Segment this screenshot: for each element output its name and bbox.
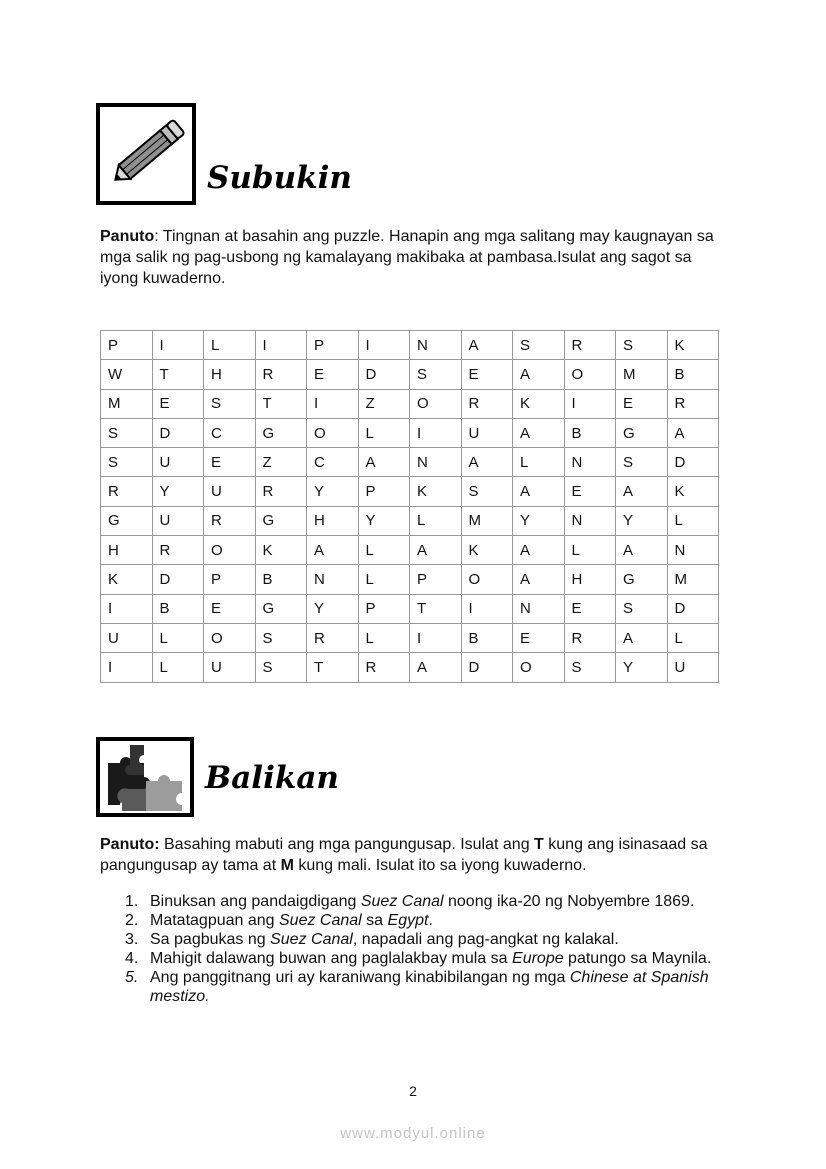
list-item-text: Suez Canal xyxy=(279,912,362,929)
puzzle-cell: S xyxy=(616,331,668,360)
puzzle-cell: L xyxy=(152,623,204,652)
puzzle-cell: E xyxy=(616,389,668,418)
puzzle-cell: K xyxy=(255,536,307,565)
puzzle-row xyxy=(101,418,719,447)
list-item-text: Suez Canal xyxy=(270,931,353,948)
puzzle-cell: L xyxy=(152,653,204,682)
puzzle-row xyxy=(101,331,719,360)
puzzle-cell: L xyxy=(410,506,462,535)
puzzle-cell: O xyxy=(307,418,359,447)
puzzle-cell: D xyxy=(667,448,719,477)
puzzle-cell: Y xyxy=(307,594,359,623)
puzzle-cell: H xyxy=(204,360,256,389)
puzzle-cell: L xyxy=(513,448,565,477)
puzzle-cell: R xyxy=(461,389,513,418)
puzzle-cell: R xyxy=(152,536,204,565)
puzzle-cell: U xyxy=(667,653,719,682)
list-item-text: Mahigit dalawang buwan ang paglalakbay mula sa xyxy=(150,950,513,967)
puzzle-cell: I xyxy=(101,594,153,623)
puzzle-cell: N xyxy=(564,448,616,477)
puzzle-cell: M xyxy=(667,565,719,594)
puzzle-cell: A xyxy=(513,418,565,447)
puzzle-cell: L xyxy=(358,418,410,447)
puzzle-cell: P xyxy=(307,331,359,360)
puzzle-cell: S xyxy=(410,360,462,389)
puzzle-cell: R xyxy=(255,477,307,506)
puzzle-cell: I xyxy=(410,418,462,447)
puzzle-cell: O xyxy=(204,623,256,652)
puzzle-cell: I xyxy=(152,331,204,360)
puzzle-cell: O xyxy=(204,536,256,565)
word-search-puzzle xyxy=(100,330,719,683)
list-item-text: . xyxy=(428,912,433,929)
puzzle-row xyxy=(101,448,719,477)
puzzle-cell: T xyxy=(307,653,359,682)
list-item-text: Europe xyxy=(512,950,564,967)
puzzle-cell: R xyxy=(667,389,719,418)
puzzle-cell: A xyxy=(461,331,513,360)
list-item-text: Ang panggitnang uri ay karaniwang kinabibilangan ng mga xyxy=(150,969,570,986)
puzzle-cell: A xyxy=(616,623,668,652)
list-item-number: 1. xyxy=(125,893,139,910)
puzzle-cell: S xyxy=(204,389,256,418)
puzzle-cell: L xyxy=(358,565,410,594)
puzzle-cell: I xyxy=(410,623,462,652)
puzzle-cell: T xyxy=(410,594,462,623)
puzzle-cell: Z xyxy=(358,389,410,418)
puzzle-cell: H xyxy=(307,506,359,535)
puzzle-cell: S xyxy=(101,418,153,447)
puzzle-cell: L xyxy=(204,331,256,360)
instruction-label: Panuto xyxy=(100,228,155,245)
puzzle-cell: P xyxy=(410,565,462,594)
puzzle-cell: A xyxy=(307,536,359,565)
puzzle-cell: K xyxy=(410,477,462,506)
instruction-subukin xyxy=(100,226,730,289)
puzzle-cell: C xyxy=(204,418,256,447)
puzzle-cell: K xyxy=(667,477,719,506)
puzzle-cell: T xyxy=(152,360,204,389)
puzzle-cell: Z xyxy=(255,448,307,477)
puzzle-cell: D xyxy=(358,360,410,389)
instruction-label: Panuto: xyxy=(100,836,160,853)
puzzle-cell: D xyxy=(152,418,204,447)
puzzle-cell: I xyxy=(358,331,410,360)
puzzle-row xyxy=(101,360,719,389)
puzzle-cell: B xyxy=(564,418,616,447)
list-item xyxy=(100,892,740,911)
puzzle-cell: S xyxy=(255,653,307,682)
list-item-text: Suez Canal xyxy=(360,893,444,910)
puzzle-cell: I xyxy=(564,389,616,418)
puzzle-cell: A xyxy=(513,536,565,565)
puzzle-cell: D xyxy=(667,594,719,623)
puzzle-cell: S xyxy=(564,653,616,682)
puzzle-cell: A xyxy=(513,477,565,506)
puzzle-cell: B xyxy=(255,565,307,594)
puzzle-cell: M xyxy=(616,360,668,389)
list-item-number: 2. xyxy=(125,912,139,929)
puzzle-cell: A xyxy=(616,536,668,565)
list-item-text: Binuksan ang pandaigdigang xyxy=(150,893,361,910)
puzzle-cell: A xyxy=(667,418,719,447)
puzzle-cell: Y xyxy=(307,477,359,506)
puzzle-cell: H xyxy=(564,565,616,594)
list-item-number: 5. xyxy=(125,969,139,986)
puzzle-cell: G xyxy=(101,506,153,535)
puzzle-cell: A xyxy=(616,477,668,506)
puzzle-cell: I xyxy=(101,653,153,682)
puzzle-row xyxy=(101,623,719,652)
puzzle-cell: U xyxy=(204,653,256,682)
puzzle-cell: P xyxy=(358,594,410,623)
puzzle-cell: L xyxy=(667,623,719,652)
puzzle-cell: E xyxy=(307,360,359,389)
puzzle-cell: G xyxy=(255,506,307,535)
puzzle-cell: A xyxy=(410,536,462,565)
puzzle-cell: E xyxy=(513,623,565,652)
puzzle-cell: A xyxy=(461,448,513,477)
puzzle-cell: G xyxy=(255,418,307,447)
puzzle-row xyxy=(101,565,719,594)
puzzle-cell: R xyxy=(564,623,616,652)
list-item-text: Egypt xyxy=(387,912,429,929)
puzzle-cell: A xyxy=(358,448,410,477)
puzzle-cell: S xyxy=(513,331,565,360)
puzzle-row xyxy=(101,389,719,418)
section-title-balikan: Balikan xyxy=(205,760,339,796)
puzzle-cell: T xyxy=(255,389,307,418)
puzzle-cell: D xyxy=(461,653,513,682)
puzzle-cell: S xyxy=(616,594,668,623)
list-item xyxy=(100,968,740,1006)
puzzle-cell: Y xyxy=(358,506,410,535)
puzzle-cell: A xyxy=(410,653,462,682)
puzzle-cell: W xyxy=(101,360,153,389)
list-item-text: noong ika-20 ng Nobyembre 1869. xyxy=(443,893,695,910)
puzzle-cell: N xyxy=(307,565,359,594)
page-number: 2 xyxy=(409,1083,417,1099)
puzzle-cell: Y xyxy=(152,477,204,506)
puzzle-cell: R xyxy=(255,360,307,389)
puzzle-cell: G xyxy=(616,565,668,594)
puzzle-cell: U xyxy=(152,448,204,477)
puzzle-row xyxy=(101,506,719,535)
puzzle-cell: K xyxy=(101,565,153,594)
section-title-subukin: Subukin xyxy=(207,160,352,196)
puzzle-cell: S xyxy=(101,448,153,477)
puzzle-cell: R xyxy=(204,506,256,535)
watermark: www.modyul.online xyxy=(340,1125,486,1142)
puzzle-cell: N xyxy=(564,506,616,535)
list-item-text: Matatagpuan ang xyxy=(150,912,279,929)
puzzle-cell: O xyxy=(513,653,565,682)
list-item-text: sa xyxy=(361,912,388,929)
puzzle-cell: Y xyxy=(616,506,668,535)
puzzle-cell: B xyxy=(461,623,513,652)
puzzle-cell: A xyxy=(513,565,565,594)
puzzle-cell: I xyxy=(307,389,359,418)
list-item-number: 4. xyxy=(125,950,139,967)
puzzle-cell: E xyxy=(204,594,256,623)
puzzle-cell: E xyxy=(564,594,616,623)
instruction-text: : Tingnan at basahin ang puzzle. Hanapin ang mga salitang may kaugnayan sa mga salik ng pag-usbong ng kamalayang makibaka at pambasa.Isulat ang sagot sa iyong kuwaderno. xyxy=(100,228,714,287)
puzzle-cell: R xyxy=(564,331,616,360)
puzzle-cell: G xyxy=(616,418,668,447)
puzzle-cell: Y xyxy=(616,653,668,682)
puzzle-cell: L xyxy=(667,506,719,535)
puzzle-row xyxy=(101,536,719,565)
list-item-text: Chinese at Spanish mestizo. xyxy=(150,969,709,1005)
list-item xyxy=(100,911,740,930)
puzzle-cell: R xyxy=(101,477,153,506)
list-item-number: 3. xyxy=(125,931,139,948)
puzzle-cell: P xyxy=(358,477,410,506)
puzzle-cell: O xyxy=(410,389,462,418)
puzzle-cell: I xyxy=(255,331,307,360)
puzzle-row xyxy=(101,477,719,506)
puzzle-cell: A xyxy=(513,360,565,389)
puzzle-cell: E xyxy=(564,477,616,506)
puzzle-cell: N xyxy=(410,331,462,360)
puzzle-cell: K xyxy=(667,331,719,360)
puzzle-cell: U xyxy=(461,418,513,447)
puzzle-cell: B xyxy=(152,594,204,623)
puzzle-row xyxy=(101,594,719,623)
puzzle-cell: B xyxy=(667,360,719,389)
puzzle-cell: O xyxy=(564,360,616,389)
puzzle-row xyxy=(101,653,719,682)
puzzle-cell: K xyxy=(513,389,565,418)
puzzle-cell: E xyxy=(461,360,513,389)
puzzle-cell: C xyxy=(307,448,359,477)
puzzle-cell: E xyxy=(204,448,256,477)
puzzle-cell: D xyxy=(152,565,204,594)
puzzle-cell: U xyxy=(152,506,204,535)
puzzle-cell: M xyxy=(101,389,153,418)
puzzle-cell: S xyxy=(616,448,668,477)
puzzle-cell: H xyxy=(101,536,153,565)
puzzle-cell: R xyxy=(307,623,359,652)
puzzle-cell: M xyxy=(461,506,513,535)
puzzle-cell: P xyxy=(204,565,256,594)
puzzle-cell: N xyxy=(410,448,462,477)
puzzle-cell: N xyxy=(667,536,719,565)
puzzle-cell: P xyxy=(101,331,153,360)
puzzle-cell: I xyxy=(461,594,513,623)
question-list xyxy=(100,892,740,1006)
list-item-text: Sa pagbukas ng xyxy=(150,931,271,948)
puzzle-cell: N xyxy=(513,594,565,623)
puzzle-cell: K xyxy=(461,536,513,565)
puzzle-cell: R xyxy=(358,653,410,682)
puzzle-cell: L xyxy=(358,623,410,652)
pencil-icon xyxy=(96,103,196,205)
puzzle-cell: U xyxy=(204,477,256,506)
puzzle-cell: O xyxy=(461,565,513,594)
puzzle-cell: S xyxy=(255,623,307,652)
puzzle-cell: U xyxy=(101,623,153,652)
puzzle-pieces-icon xyxy=(96,737,194,817)
list-item-text: , napadali ang pag-angkat ng kalakal. xyxy=(352,931,619,948)
puzzle-cell: L xyxy=(358,536,410,565)
puzzle-cell: Y xyxy=(513,506,565,535)
list-item xyxy=(100,949,740,968)
puzzle-cell: E xyxy=(152,389,204,418)
list-item xyxy=(100,930,740,949)
instruction-balikan: Panuto: Basahing mabuti ang mga pangungusap. Isulat ang T kung ang isinasaad sa pangungusap ay tama at M kung mali. Isulat ito sa iyong kuwaderno. xyxy=(100,836,708,874)
puzzle-cell: G xyxy=(255,594,307,623)
puzzle-cell: S xyxy=(461,477,513,506)
list-item-text: patungo sa Maynila. xyxy=(563,950,712,967)
puzzle-cell: L xyxy=(564,536,616,565)
